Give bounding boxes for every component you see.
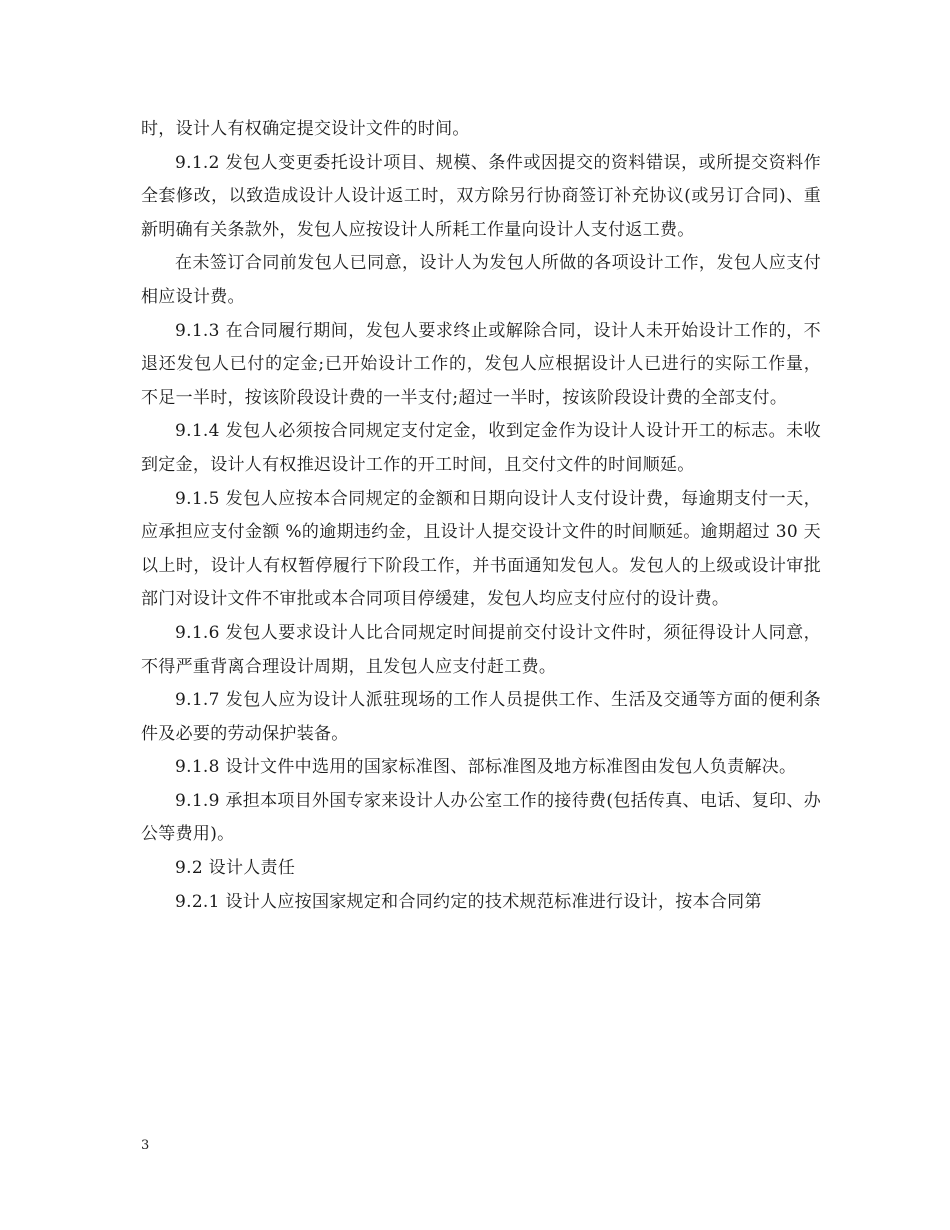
paragraph-9-1-3: 9.1.3 在合同履行期间，发包人要求终止或解除合同，设计人未开始设计工作的，不退还发包人已付的定金;已开始设计工作的，发包人应根据设计人已进行的实际工作量，不足一半时，按该阶段设计费的一半支付;超过一半时，按该阶段设计费的全部支付。: [141, 320, 821, 408]
paragraph-9-1-6: 9.1.6 发包人要求设计人比合同规定时间提前交付设计文件时，须征得设计人同意，不得严重背离合理设计周期，且发包人应支付赶工费。: [141, 622, 821, 677]
paragraph-9-2-1: 9.2.1 设计人应按国家规定和合同约定的技术规范标准进行设计，按本合同第: [175, 891, 762, 912]
page-number: 3: [141, 1138, 150, 1153]
paragraph-continuation: 时，设计人有权确定提交设计文件的时间。: [141, 119, 470, 139]
paragraph-9-1-9: 9.1.9 承担本项目外国专家来设计人办公室工作的接待费(包括传真、电话、复印、办公等费用)。: [141, 790, 821, 845]
paragraph-9-1-7: 9.1.7 发包人应为设计人派驻现场的工作人员提供工作、生活及交通等方面的便利条件及必要的劳动保护装备。: [141, 690, 821, 744]
section-heading-9-2: 9.2 设计人责任: [175, 858, 296, 879]
paragraph-pre-contract-work: 在未签订合同前发包人已同意，设计人为发包人所做的各项设计工作，发包人应支付相应设计费。: [141, 253, 821, 307]
paragraph-9-1-8: 9.1.8 设计文件中选用的国家标准图、部标准图及地方标准图由发包人负责解决。: [175, 757, 797, 778]
paragraph-9-1-4: 9.1.4 发包人必须按合同规定支付定金，收到定金作为设计人设计开工的标志。未收到定金，设计人有权推迟设计工作的开工时间，且交付文件的时间顺延。: [141, 421, 821, 475]
paragraph-9-1-2: 9.1.2 发包人变更委托设计项目、规模、条件或因提交的资料错误，或所提交资料作全套修改，以致造成设计人设计返工时，双方除另行协商签订补充协议(或另订合同)、重新明确有关条款外，发包人应按设计人所耗工作量向设计人支付返工费。: [141, 152, 821, 240]
document-body: [141, 113, 821, 919]
paragraph-9-1-5: 9.1.5 发包人应按本合同规定的金额和日期向设计人支付设计费，每逾期支付一天，应承担应支付金额 %的逾期违约金，且设计人提交设计文件的时间顺延。逾期超过 30 天以上时，设计人有权暂停履行下阶段工作，并书面通知发包人。发包人的上级或设计审批部门对设计文件不审批或本合同项目停缓建，发包人均应支付应付的设计费。: [141, 488, 821, 610]
